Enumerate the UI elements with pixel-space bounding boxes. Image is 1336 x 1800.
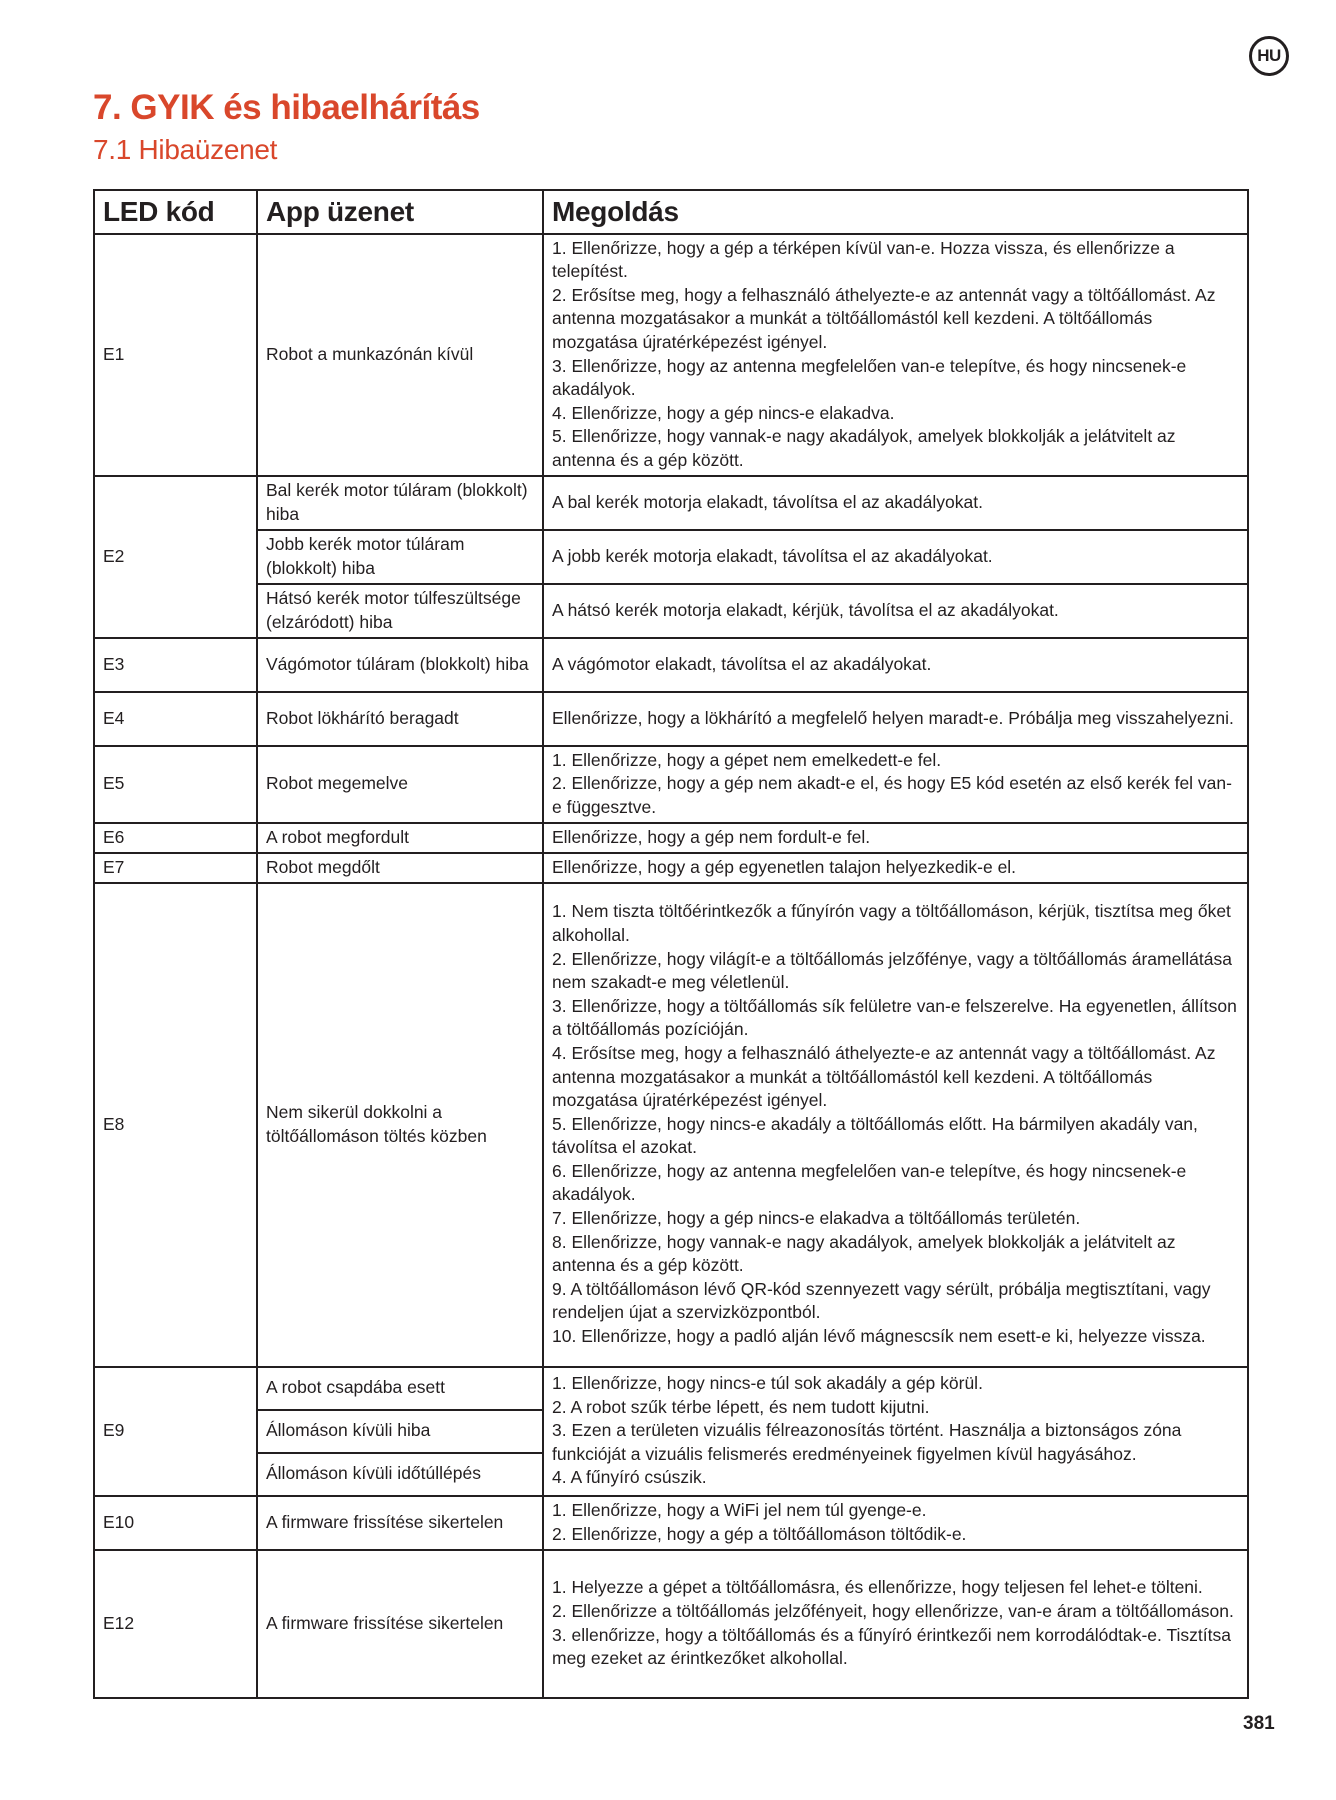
table-row [94, 692, 1248, 746]
app-message-cell: A firmware frissítése sikertelen [257, 1550, 543, 1698]
led-code-cell: E2 [94, 476, 257, 638]
led-code-cell: E12 [94, 1550, 257, 1698]
solution-cell: Ellenőrizze, hogy a lökhárító a megfelelő helyen maradt-e. Próbálja meg visszahelyezni. [543, 692, 1248, 746]
solution-cell [543, 883, 1248, 1367]
solution-step: 4. Erősítse meg, hogy a felhasználó áthelyezte-e az antennát vagy a töltőállomást. Az antenna mozgatásakor a munkát a töltőállomástól kell kezdeni. A töltőállomás mozgatása újratérképezést igényel. [552, 1042, 1216, 1111]
solution-cell [543, 1550, 1248, 1698]
table-row [94, 234, 1248, 476]
solution-step: 1. Ellenőrizze, hogy nincs-e túl sok akadály a gép körül. [552, 1373, 983, 1394]
solution-step: 7. Ellenőrizze, hogy a gép nincs-e elakadva a töltőállomás területén. [552, 1208, 1081, 1229]
table-row [94, 584, 1248, 638]
table-row [94, 746, 1248, 823]
table-row [94, 476, 1248, 530]
solution-step: 9. A töltőállomáson lévő QR-kód szennyezett vagy sérült, próbálja megtisztítani, vagy rendeljen újat a szervizközpontból. [552, 1278, 1211, 1323]
error-code-table [93, 189, 1249, 1699]
app-message-cell: Vágómotor túláram (blokkolt) hiba [257, 638, 543, 692]
solution-cell: A hátsó kerék motorja elakadt, kérjük, távolítsa el az akadályokat. [543, 584, 1248, 638]
solution-step: 6. Ellenőrizze, hogy az antenna megfelelően van-e telepítve, és hogy nincsenek-e akadályok. [552, 1160, 1187, 1205]
solution-cell: A vágómotor elakadt, távolítsa el az akadályokat. [543, 638, 1248, 692]
led-code-cell: E6 [94, 823, 257, 853]
app-message-cell: Bal kerék motor túláram (blokkolt) hiba [257, 476, 543, 530]
header-solution: Megoldás [543, 190, 1248, 234]
app-message-cell: Robot lökhárító beragadt [257, 692, 543, 746]
solution-step: 1. Ellenőrizze, hogy a gép a térképen kívül van-e. Hozza vissza, és ellenőrizze a telepítést. [552, 237, 1175, 282]
solution-step: 5. Ellenőrizze, hogy vannak-e nagy akadályok, amelyek blokkolják a jelátvitelt az antenna és a gép között. [552, 426, 1176, 470]
solution-cell: Ellenőrizze, hogy a gép egyenetlen talajon helyezkedik-e el. [543, 853, 1248, 883]
table-row [94, 823, 1248, 853]
app-message-cell: A firmware frissítése sikertelen [257, 1496, 543, 1550]
solution-step: 2. Ellenőrizze, hogy a gép nem akadt-e el, és hogy E5 kód esetén az első kerék fel van-e függesztve. [552, 773, 1232, 817]
solution-cell: A bal kerék motorja elakadt, távolítsa el az akadályokat. [543, 476, 1248, 530]
header-led-code: LED kód [94, 190, 257, 234]
app-message-cell: Állomáson kívüli időtúllépés [257, 1453, 543, 1496]
app-message-cell: A robot megfordult [257, 823, 543, 853]
solution-step: 3. Ellenőrizze, hogy a töltőállomás sík felületre van-e felszerelve. Ha egyenetlen, állítson a töltőállomás pozícióján. [552, 995, 1237, 1040]
solution-step: 2. Ellenőrizze a töltőállomás jelzőfényeit, hogy ellenőrizze, van-e áram a töltőállomáson. [552, 1600, 1234, 1621]
table-row [94, 853, 1248, 883]
solution-step: 3. ellenőrizze, hogy a töltőállomás és a fűnyíró érintkezői nem korrodálódtak-e. Tisztítsa meg ezeket az érintkezőket alkohollal. [552, 1624, 1231, 1669]
solution-step: 2. Erősítse meg, hogy a felhasználó áthelyezte-e az antennát vagy a töltőállomást. Az antenna mozgatásakor a munkát a töltőállomástól kell kezdeni. A töltőállomás mozgatása újratérképezést igényel. [552, 284, 1216, 352]
led-code-cell: E3 [94, 638, 257, 692]
app-message-cell: A robot csapdába esett [257, 1367, 543, 1410]
table-header-row [94, 190, 1248, 234]
solution-step: 1. Nem tiszta töltőérintkezők a fűnyírón vagy a töltőállomáson, kérjük, tisztítsa meg őket alkohollal. [552, 901, 1231, 945]
table-row [94, 883, 1248, 1367]
solution-step: 3. Ellenőrizze, hogy az antenna megfelelően van-e telepítve, és hogy nincsenek-e akadályok. [552, 355, 1187, 400]
solution-cell [543, 1367, 1248, 1496]
solution-cell: Ellenőrizze, hogy a gép nem fordult-e fel. [543, 823, 1248, 853]
app-message-cell: Állomáson kívüli hiba [257, 1410, 543, 1453]
solution-step: 10. Ellenőrizze, hogy a padló alján lévő mágnescsík nem esett-e ki, helyezze vissza. [552, 1326, 1206, 1347]
solution-step: 2. Ellenőrizze, hogy világít-e a töltőállomás jelzőfénye, vagy a töltőállomás áramellátása nem szakadt-e meg véletlenül. [552, 948, 1232, 993]
app-message-cell: Robot a munkazónán kívül [257, 234, 543, 476]
app-message-cell: Robot megdőlt [257, 853, 543, 883]
led-code-cell: E4 [94, 692, 257, 746]
page-number: 381 [1243, 1713, 1275, 1734]
app-message-cell: Hátsó kerék motor túlfeszültsége (elzáródott) hiba [257, 584, 543, 638]
solution-step: 1. Ellenőrizze, hogy a WiFi jel nem túl gyenge-e. [552, 1499, 927, 1520]
table-row [94, 1496, 1248, 1550]
language-badge: HU [1249, 36, 1289, 76]
solution-cell [543, 1496, 1248, 1550]
header-app-message: App üzenet [257, 190, 543, 234]
app-message-cell: Nem sikerül dokkolni a töltőállomáson töltés közben [257, 883, 543, 1367]
led-code-cell: E1 [94, 234, 257, 476]
led-code-cell: E10 [94, 1496, 257, 1550]
solution-step: 8. Ellenőrizze, hogy vannak-e nagy akadályok, amelyek blokkolják a jelátvitelt az antenna és a gép között. [552, 1231, 1176, 1276]
app-message-cell: Jobb kerék motor túláram (blokkolt) hiba [257, 530, 543, 584]
table-row [94, 638, 1248, 692]
solution-step: 4. Ellenőrizze, hogy a gép nincs-e elakadva. [552, 402, 895, 423]
solution-step: 1. Helyezze a gépet a töltőállomásra, és ellenőrizze, hogy teljesen fel lehet-e tölteni. [552, 1577, 1203, 1598]
section-subtitle: 7.1 Hibaüzenet [93, 134, 278, 165]
led-code-cell: E8 [94, 883, 257, 1367]
led-code-cell: E7 [94, 853, 257, 883]
solution-cell [543, 234, 1248, 476]
solution-step: 3. Ezen a területen vizuális félreazonosítás történt. Használja a biztonságos zóna funkcióját a vizuális felismerés eredményeinek figyelmen kívül hagyásához. [552, 1420, 1182, 1464]
page-title: 7. GYIK és hibaelhárítás [93, 88, 480, 127]
solution-step: 5. Ellenőrizze, hogy nincs-e akadály a töltőállomás előtt. Ha bármilyen akadály van, távolítsa el azokat. [552, 1113, 1198, 1158]
solution-cell [543, 746, 1248, 823]
solution-cell: A jobb kerék motorja elakadt, távolítsa el az akadályokat. [543, 530, 1248, 584]
app-message-cell: Robot megemelve [257, 746, 543, 823]
table-row [94, 1550, 1248, 1698]
solution-step: 4. A fűnyíró csúszik. [552, 1467, 707, 1488]
table-row [94, 530, 1248, 584]
solution-step: 1. Ellenőrizze, hogy a gépet nem emelkedett-e fel. [552, 749, 942, 770]
table-row [94, 1367, 1248, 1410]
solution-step: 2. Ellenőrizze, hogy a gép a töltőállomáson töltődik-e. [552, 1523, 967, 1544]
solution-step: 2. A robot szűk térbe lépett, és nem tudott kijutni. [552, 1396, 930, 1417]
led-code-cell: E9 [94, 1367, 257, 1496]
led-code-cell: E5 [94, 746, 257, 823]
